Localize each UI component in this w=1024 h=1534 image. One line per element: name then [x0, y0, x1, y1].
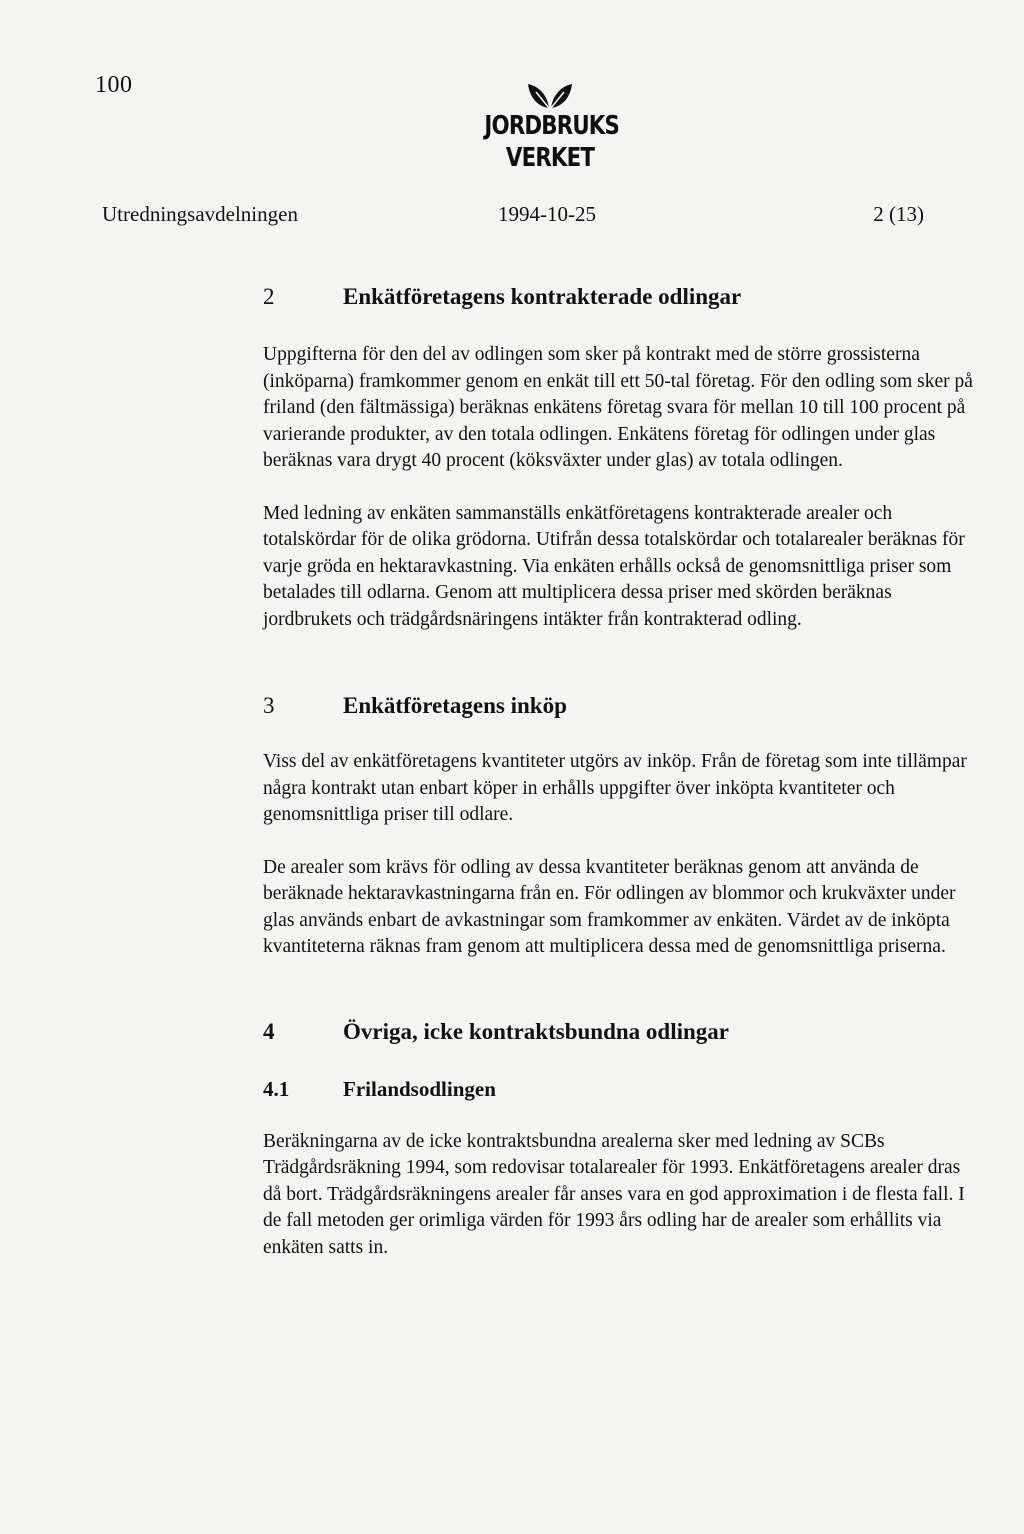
- paragraph: De arealer som krävs för odling av dessa kvantiteter beräknas genom att använda de beräknade hektaravkastningarna från en. För odlingen av blommor och krukväxter under glas används enbart de avkastningar som framkommer av enkäten. Värdet av de inköpta kvantiteterna räknas fram genom att multiplicera dessa med de genomsnittliga priserna.: [263, 856, 956, 957]
- paragraph: Viss del av enkätföretagens kvantiteter utgörs av inköp. Från de företag som inte tillämpar några kontrakt utan enbart köper in erhålls uppgifter över inköpta kvantiteter och genomsnittliga priser till odlare.: [263, 751, 967, 825]
- document-header: [102, 202, 924, 232]
- section-title: Övriga, icke kontraktsbundna odlingar: [343, 1018, 729, 1044]
- document-body: [263, 282, 983, 1261]
- section-title: Enkätföretagens inköp: [343, 693, 567, 718]
- document-date: 1994-10-25: [498, 202, 596, 226]
- paragraph: Uppgifterna för den del av odlingen som sker på kontrakt med de större grossisterna (inköparna) framkommer genom en enkät till ett 50-tal företag. För den odling som sker på friland (den fältmässiga) beräknas enkätens företag svara för mellan 10 till 100 procent på varierande produkter, av den totala odlingen. Enkätens företag för odlingen under glas beräknas vara drygt 40 procent (köksväxter under glas) av totala odlingen.: [263, 344, 973, 471]
- leaf-icon: [522, 80, 578, 110]
- section-number: 3: [263, 693, 275, 718]
- section-number: 4: [263, 1018, 275, 1044]
- paragraph: Med ledning av enkäten sammanställs enkätföretagens kontrakterade arealer och totalskördar för de olika grödorna. Utifrån dessa totalskördar och totalarealer beräknas för varje gröda en hektaravkastning. Via enkäten erhålls också de genomsnittliga priser som betalades till odlarna. Genom att multiplicera dessa priser med skörden beräknas jordbrukets och trädgårdsnäringens intäkter från kontrakterad odling.: [263, 502, 965, 630]
- paragraph: Beräkningarna av de icke kontraktsbundna arealerna sker med ledning av SCBs Trädgårdsräkning 1994, som redovisar totalarealer för 1993. Enkätföretagens arealer dras då bort. Trädgårdsräkningens arealer får anses vara en god approximation i de flesta fall. I de fall metoden ger orimliga värden för 1993 års odling har de arealer som erhållits via enkäten satts in.: [263, 1130, 965, 1258]
- jordbruksverket-logo: [470, 80, 630, 174]
- department-name: Utredningsavdelningen: [102, 202, 298, 226]
- section-title: Enkätföretagens kontrakterade odlingar: [343, 284, 742, 309]
- subsection-number: 4.1: [263, 1076, 290, 1101]
- subsection-heading: [263, 1075, 983, 1103]
- logo-line-1: JORDBRUKS: [484, 111, 620, 141]
- section-heading: [263, 282, 983, 312]
- logo-line-2: VERKET: [505, 143, 595, 173]
- section-heading: [263, 1017, 983, 1047]
- section-number: 2: [263, 284, 275, 309]
- subsection-title: Frilandsodlingen: [343, 1076, 496, 1101]
- page-count: 2 (13): [873, 202, 924, 226]
- section-heading: [263, 691, 983, 721]
- page-number: 100: [95, 72, 133, 98]
